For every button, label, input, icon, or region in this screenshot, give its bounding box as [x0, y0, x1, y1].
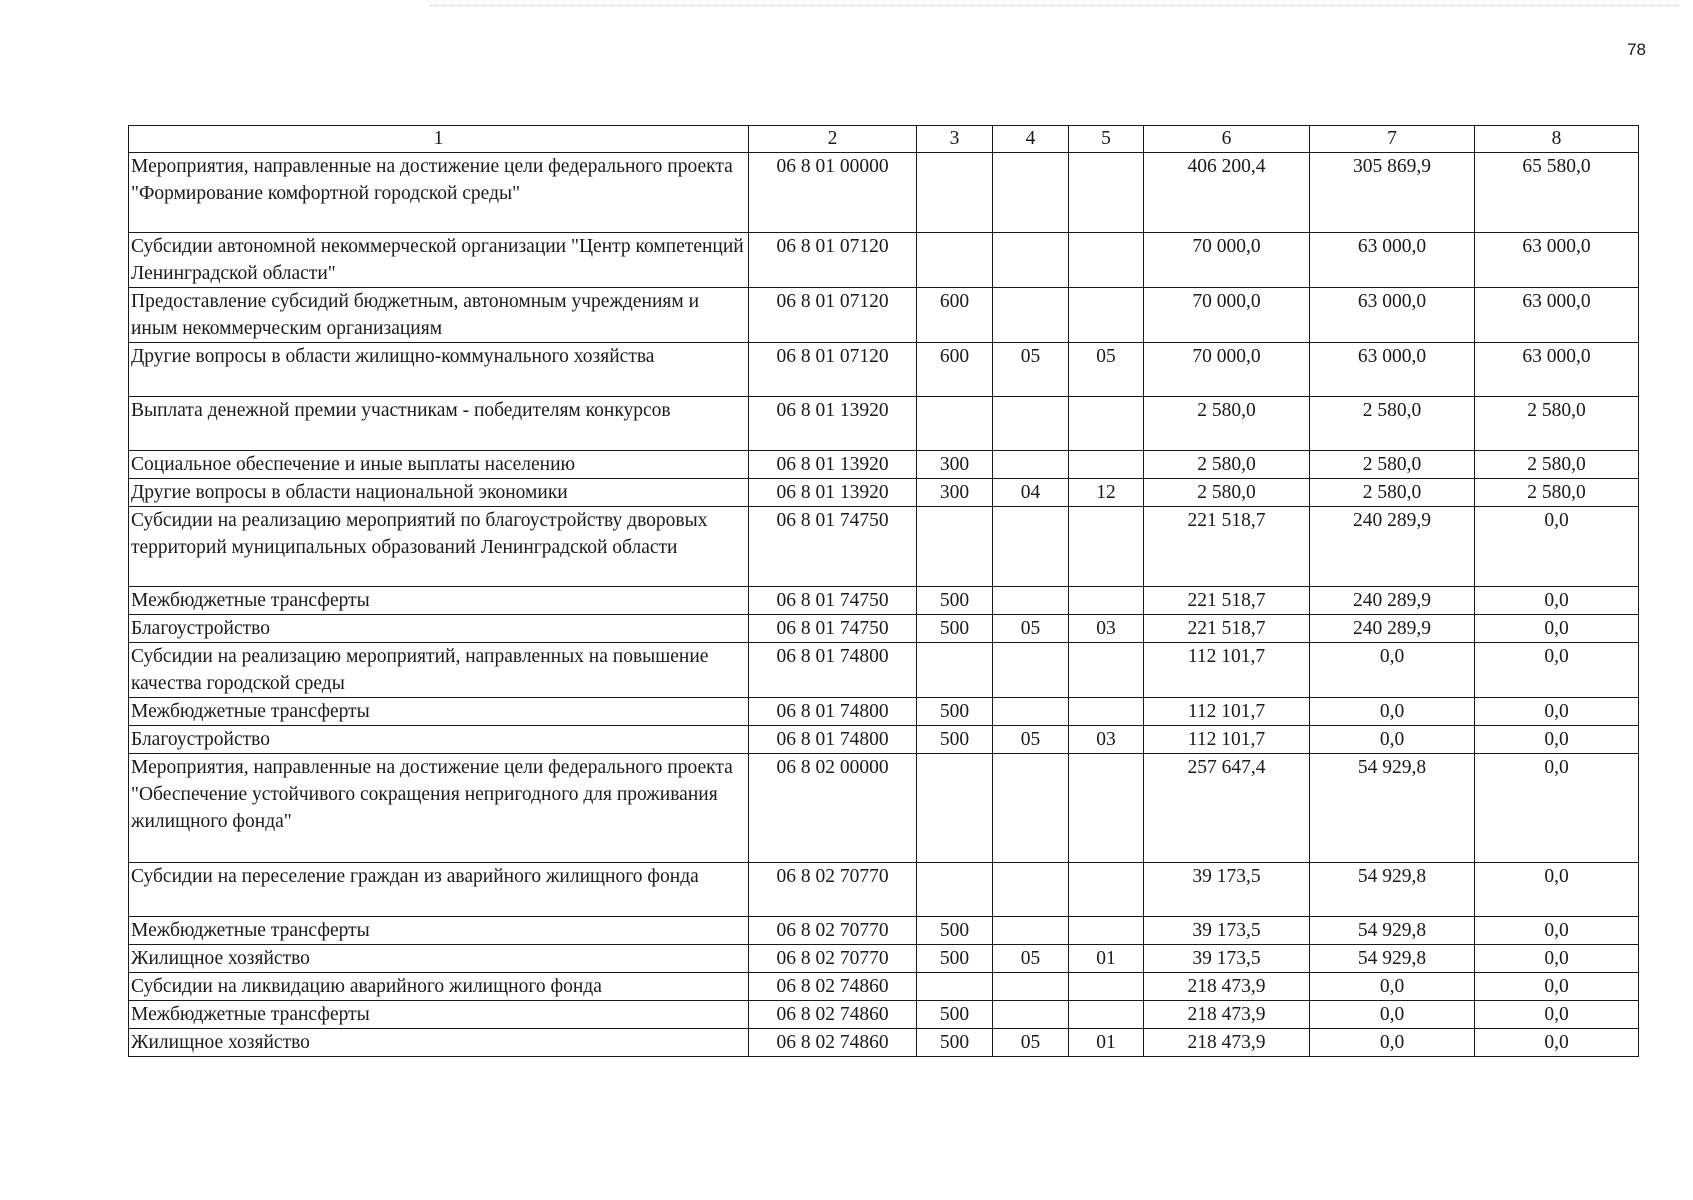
table-row [129, 343, 1639, 397]
row-value8-cell: 63 000,0 [1475, 343, 1639, 397]
row-col4-cell [993, 643, 1069, 698]
row-col5-cell: 12 [1069, 479, 1144, 507]
row-value6-cell: 70 000,0 [1144, 288, 1310, 343]
table-header [129, 126, 1639, 153]
row-value6-cell: 112 101,7 [1144, 698, 1310, 726]
row-value6-cell: 257 647,4 [1144, 754, 1310, 863]
row-code-cell: 06 8 01 74800 [749, 726, 917, 754]
row-name-cell: Межбюджетные трансферты [129, 698, 749, 726]
row-value8-cell: 0,0 [1475, 1001, 1639, 1029]
row-value6-cell: 39 173,5 [1144, 917, 1310, 945]
row-value6-cell: 221 518,7 [1144, 615, 1310, 643]
row-col4-cell [993, 153, 1069, 233]
row-code-cell: 06 8 01 74750 [749, 615, 917, 643]
table-row [129, 397, 1639, 451]
row-name-cell: Межбюджетные трансферты [129, 1001, 749, 1029]
row-code-cell: 06 8 02 74860 [749, 973, 917, 1001]
row-code-cell: 06 8 02 70770 [749, 945, 917, 973]
row-value7-cell: 2 580,0 [1310, 479, 1475, 507]
row-value7-cell: 63 000,0 [1310, 288, 1475, 343]
row-value6-cell: 221 518,7 [1144, 507, 1310, 587]
row-code-cell: 06 8 01 13920 [749, 397, 917, 451]
row-value8-cell: 63 000,0 [1475, 233, 1639, 288]
row-name-cell: Мероприятия, направленные на достижение цели федерального проекта "Формирование комфортной городской среды" [129, 153, 749, 233]
row-col5-cell [1069, 507, 1144, 587]
table-row [129, 643, 1639, 698]
row-value8-cell: 63 000,0 [1475, 288, 1639, 343]
row-col5-cell: 01 [1069, 1029, 1144, 1057]
row-value8-cell: 0,0 [1475, 507, 1639, 587]
row-col3-cell: 500 [917, 1029, 993, 1057]
row-value7-cell: 0,0 [1310, 1029, 1475, 1057]
row-name-cell: Жилищное хозяйство [129, 1029, 749, 1057]
row-col5-cell [1069, 233, 1144, 288]
row-code-cell: 06 8 01 13920 [749, 479, 917, 507]
row-col5-cell [1069, 397, 1144, 451]
row-name-cell: Мероприятия, направленные на достижение цели федерального проекта "Обеспечение устойчивого сокращения непригодного для проживания жилищного фонда" [129, 754, 749, 863]
row-col5-cell [1069, 451, 1144, 479]
row-col4-cell [993, 863, 1069, 917]
row-value7-cell: 240 289,9 [1310, 615, 1475, 643]
row-col3-cell [917, 863, 993, 917]
row-col5-cell [1069, 1001, 1144, 1029]
table-row [129, 233, 1639, 288]
row-value6-cell: 218 473,9 [1144, 1029, 1310, 1057]
row-value8-cell: 0,0 [1475, 1029, 1639, 1057]
row-value7-cell: 0,0 [1310, 643, 1475, 698]
row-value7-cell: 54 929,8 [1310, 917, 1475, 945]
row-col3-cell: 600 [917, 343, 993, 397]
row-value7-cell: 2 580,0 [1310, 397, 1475, 451]
row-value8-cell: 0,0 [1475, 587, 1639, 615]
page-number: 78 [1627, 40, 1646, 59]
row-col5-cell: 05 [1069, 343, 1144, 397]
row-value7-cell: 2 580,0 [1310, 451, 1475, 479]
row-value6-cell: 221 518,7 [1144, 587, 1310, 615]
row-code-cell: 06 8 02 70770 [749, 917, 917, 945]
table-body [129, 153, 1639, 1057]
row-value6-cell: 218 473,9 [1144, 973, 1310, 1001]
row-col3-cell [917, 153, 993, 233]
table-row [129, 698, 1639, 726]
table-row [129, 754, 1639, 863]
row-value7-cell: 54 929,8 [1310, 754, 1475, 863]
table-row [129, 1029, 1639, 1057]
row-col3-cell [917, 507, 993, 587]
row-code-cell: 06 8 02 74860 [749, 1001, 917, 1029]
row-value6-cell: 2 580,0 [1144, 451, 1310, 479]
row-col3-cell: 500 [917, 726, 993, 754]
row-value6-cell: 406 200,4 [1144, 153, 1310, 233]
table-row [129, 479, 1639, 507]
row-name-cell: Другие вопросы в области жилищно-коммунального хозяйства [129, 343, 749, 397]
row-value7-cell: 305 869,9 [1310, 153, 1475, 233]
header-col-8: 8 [1475, 126, 1639, 153]
row-col4-cell [993, 973, 1069, 1001]
row-col4-cell [993, 754, 1069, 863]
row-code-cell: 06 8 01 13920 [749, 451, 917, 479]
row-value6-cell: 218 473,9 [1144, 1001, 1310, 1029]
row-code-cell: 06 8 02 74860 [749, 1029, 917, 1057]
table-row [129, 945, 1639, 973]
row-col3-cell [917, 397, 993, 451]
row-value7-cell: 0,0 [1310, 973, 1475, 1001]
row-value6-cell: 70 000,0 [1144, 233, 1310, 288]
row-value8-cell: 0,0 [1475, 945, 1639, 973]
row-name-cell: Предоставление субсидий бюджетным, автономным учреждениям и иным некоммерческим организациям [129, 288, 749, 343]
row-value7-cell: 63 000,0 [1310, 343, 1475, 397]
row-col3-cell: 500 [917, 587, 993, 615]
row-col5-cell: 01 [1069, 945, 1144, 973]
row-code-cell: 06 8 01 74800 [749, 698, 917, 726]
table-row [129, 288, 1639, 343]
header-col-3: 3 [917, 126, 993, 153]
row-value6-cell: 39 173,5 [1144, 945, 1310, 973]
row-name-cell: Межбюджетные трансферты [129, 917, 749, 945]
table-row [129, 615, 1639, 643]
row-col4-cell [993, 507, 1069, 587]
header-row [129, 126, 1639, 153]
row-col5-cell [1069, 643, 1144, 698]
row-value8-cell: 0,0 [1475, 726, 1639, 754]
row-value6-cell: 112 101,7 [1144, 643, 1310, 698]
row-value8-cell: 0,0 [1475, 754, 1639, 863]
table-row [129, 726, 1639, 754]
row-col4-cell [993, 917, 1069, 945]
row-name-cell: Субсидии на реализацию мероприятий, направленных на повышение качества городской среды [129, 643, 749, 698]
row-code-cell: 06 8 01 74750 [749, 507, 917, 587]
row-col5-cell [1069, 863, 1144, 917]
row-value6-cell: 2 580,0 [1144, 479, 1310, 507]
row-col4-cell: 04 [993, 479, 1069, 507]
row-value6-cell: 39 173,5 [1144, 863, 1310, 917]
row-code-cell: 06 8 01 07120 [749, 288, 917, 343]
table-row [129, 917, 1639, 945]
row-col3-cell: 500 [917, 1001, 993, 1029]
row-code-cell: 06 8 01 00000 [749, 153, 917, 233]
row-name-cell: Субсидии на ликвидацию аварийного жилищного фонда [129, 973, 749, 1001]
row-value7-cell: 0,0 [1310, 726, 1475, 754]
row-col5-cell: 03 [1069, 726, 1144, 754]
row-name-cell: Социальное обеспечение и иные выплаты населению [129, 451, 749, 479]
row-col5-cell [1069, 973, 1144, 1001]
row-col4-cell [993, 1001, 1069, 1029]
row-value7-cell: 240 289,9 [1310, 587, 1475, 615]
row-value8-cell: 0,0 [1475, 863, 1639, 917]
row-value7-cell: 54 929,8 [1310, 863, 1475, 917]
row-name-cell: Благоустройство [129, 615, 749, 643]
table-row [129, 587, 1639, 615]
row-value8-cell: 0,0 [1475, 698, 1639, 726]
row-col3-cell: 300 [917, 479, 993, 507]
row-code-cell: 06 8 02 00000 [749, 754, 917, 863]
row-col3-cell: 500 [917, 917, 993, 945]
row-col3-cell: 500 [917, 945, 993, 973]
row-col5-cell [1069, 698, 1144, 726]
table-row [129, 507, 1639, 587]
row-name-cell: Выплата денежной премии участникам - победителям конкурсов [129, 397, 749, 451]
row-col3-cell [917, 754, 993, 863]
row-col4-cell [993, 288, 1069, 343]
row-col4-cell: 05 [993, 343, 1069, 397]
row-code-cell: 06 8 01 07120 [749, 233, 917, 288]
row-col5-cell [1069, 754, 1144, 863]
header-col-7: 7 [1310, 126, 1475, 153]
row-col4-cell [993, 587, 1069, 615]
row-col4-cell: 05 [993, 1029, 1069, 1057]
row-value7-cell: 240 289,9 [1310, 507, 1475, 587]
row-col4-cell [993, 397, 1069, 451]
scan-edge-line [430, 5, 1680, 6]
row-code-cell: 06 8 02 70770 [749, 863, 917, 917]
row-value6-cell: 112 101,7 [1144, 726, 1310, 754]
row-value6-cell: 2 580,0 [1144, 397, 1310, 451]
row-value6-cell: 70 000,0 [1144, 343, 1310, 397]
row-value7-cell: 0,0 [1310, 698, 1475, 726]
row-col4-cell: 05 [993, 945, 1069, 973]
row-name-cell: Субсидии на реализацию мероприятий по благоустройству дворовых территорий муниципальных образований Ленинградской области [129, 507, 749, 587]
row-value8-cell: 0,0 [1475, 973, 1639, 1001]
table-row [129, 451, 1639, 479]
row-value7-cell: 54 929,8 [1310, 945, 1475, 973]
table-row [129, 1001, 1639, 1029]
row-value8-cell: 0,0 [1475, 643, 1639, 698]
row-name-cell: Благоустройство [129, 726, 749, 754]
row-col3-cell [917, 643, 993, 698]
row-value8-cell: 2 580,0 [1475, 451, 1639, 479]
row-col4-cell [993, 451, 1069, 479]
row-col3-cell: 300 [917, 451, 993, 479]
table-row [129, 973, 1639, 1001]
row-name-cell: Субсидии автономной некоммерческой организации "Центр компетенций Ленинградской области" [129, 233, 749, 288]
row-name-cell: Другие вопросы в области национальной экономики [129, 479, 749, 507]
row-code-cell: 06 8 01 74750 [749, 587, 917, 615]
row-value7-cell: 0,0 [1310, 1001, 1475, 1029]
row-code-cell: 06 8 01 07120 [749, 343, 917, 397]
row-col5-cell [1069, 587, 1144, 615]
row-value8-cell: 2 580,0 [1475, 479, 1639, 507]
row-value8-cell: 0,0 [1475, 615, 1639, 643]
header-col-2: 2 [749, 126, 917, 153]
row-code-cell: 06 8 01 74800 [749, 643, 917, 698]
row-col4-cell [993, 698, 1069, 726]
row-value7-cell: 63 000,0 [1310, 233, 1475, 288]
table-row [129, 153, 1639, 233]
row-col5-cell [1069, 917, 1144, 945]
row-col4-cell [993, 233, 1069, 288]
row-name-cell: Межбюджетные трансферты [129, 587, 749, 615]
row-col5-cell [1069, 153, 1144, 233]
row-col5-cell [1069, 288, 1144, 343]
row-col5-cell: 03 [1069, 615, 1144, 643]
row-value8-cell: 2 580,0 [1475, 397, 1639, 451]
row-col3-cell: 500 [917, 615, 993, 643]
row-name-cell: Жилищное хозяйство [129, 945, 749, 973]
row-col3-cell [917, 233, 993, 288]
row-col4-cell: 05 [993, 726, 1069, 754]
row-col3-cell: 500 [917, 698, 993, 726]
header-col-5: 5 [1069, 126, 1144, 153]
row-name-cell: Субсидии на переселение граждан из аварийного жилищного фонда [129, 863, 749, 917]
header-col-1: 1 [129, 126, 749, 153]
row-col3-cell [917, 973, 993, 1001]
header-col-4: 4 [993, 126, 1069, 153]
row-value8-cell: 0,0 [1475, 917, 1639, 945]
header-col-6: 6 [1144, 126, 1310, 153]
budget-table [128, 125, 1639, 1057]
row-col3-cell: 600 [917, 288, 993, 343]
row-col4-cell: 05 [993, 615, 1069, 643]
table-row [129, 863, 1639, 917]
row-value8-cell: 65 580,0 [1475, 153, 1639, 233]
